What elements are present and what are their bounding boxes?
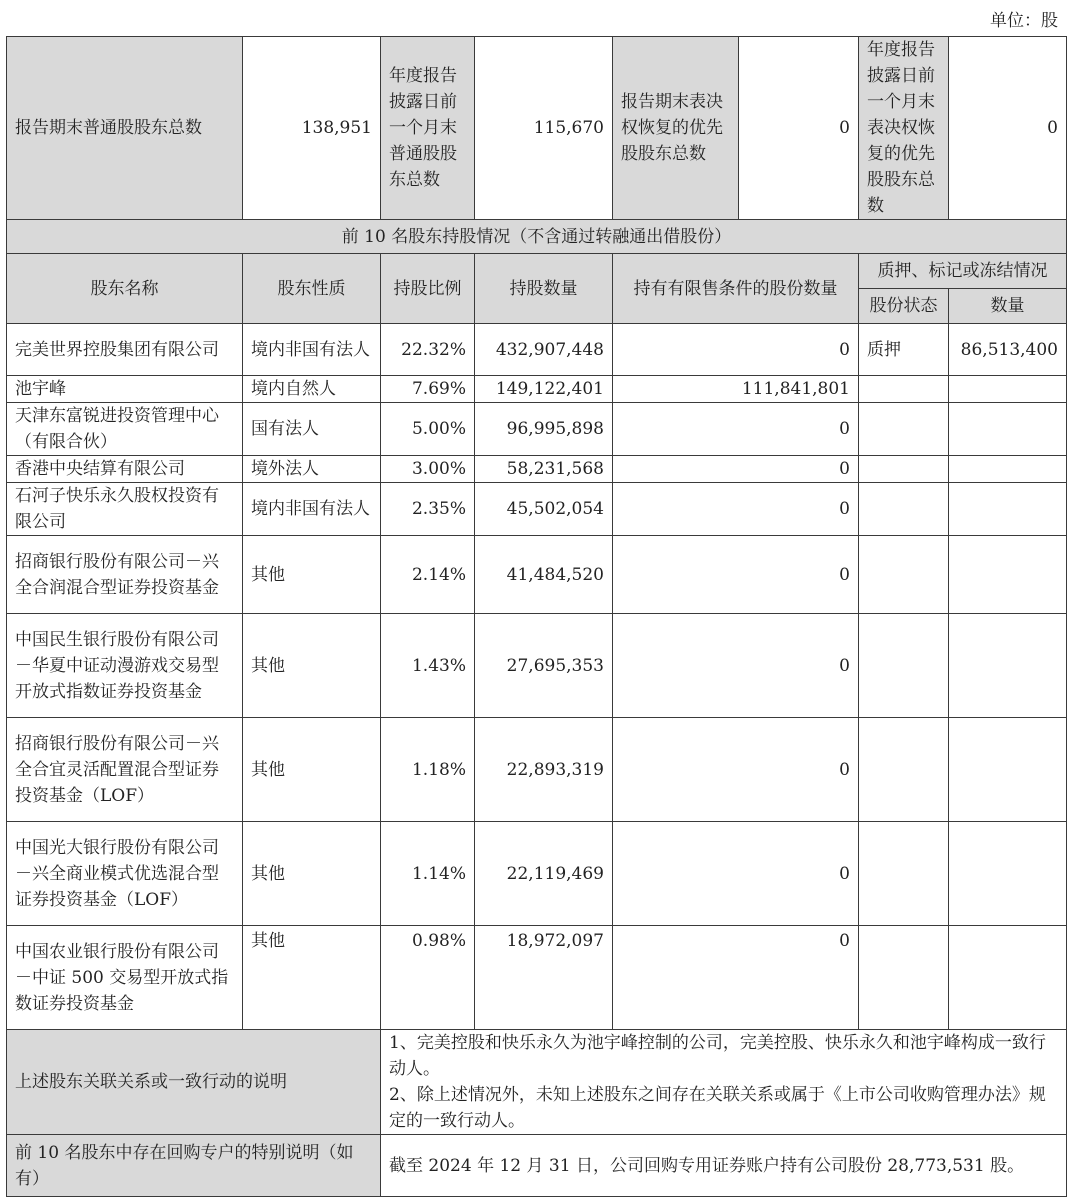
col-pledge-status: 股份状态 <box>859 289 949 324</box>
pledge-qty <box>949 614 1067 718</box>
unit-label: 单位：股 <box>990 11 1058 31</box>
holding-ratio: 7.69% <box>381 376 475 403</box>
holding-shares: 22,119,469 <box>475 822 613 926</box>
pledge-qty <box>949 536 1067 614</box>
table-row <box>7 403 1067 456</box>
holding-shares: 58,231,568 <box>475 456 613 483</box>
restricted-shares: 0 <box>613 536 859 614</box>
pledge-qty: 86,513,400 <box>949 324 1067 376</box>
table-row <box>7 376 1067 403</box>
col-name: 股东名称 <box>7 254 243 324</box>
preferred-holders-value: 0 <box>739 37 859 220</box>
col-ratio: 持股比例 <box>381 254 475 324</box>
shareholder-name: 中国光大银行股份有限公司－兴全商业模式优选混合型证券投资基金（LOF） <box>7 822 243 926</box>
pledge-qty <box>949 456 1067 483</box>
pledge-status <box>859 536 949 614</box>
shareholder-nature: 境外法人 <box>243 456 381 483</box>
table-row <box>7 926 1067 1030</box>
shareholder-nature: 其他 <box>243 926 381 1030</box>
holding-shares: 27,695,353 <box>475 614 613 718</box>
prior-month-preferred-value: 0 <box>949 37 1067 220</box>
holding-shares: 18,972,097 <box>475 926 613 1030</box>
holding-ratio: 1.18% <box>381 718 475 822</box>
shareholder-name: 招商银行股份有限公司－兴全合润混合型证券投资基金 <box>7 536 243 614</box>
holding-shares: 22,893,319 <box>475 718 613 822</box>
shareholder-nature: 境内自然人 <box>243 376 381 403</box>
restricted-shares: 0 <box>613 403 859 456</box>
pledge-qty <box>949 718 1067 822</box>
restricted-shares: 111,841,801 <box>613 376 859 403</box>
restricted-shares: 0 <box>613 926 859 1030</box>
pledge-status <box>859 926 949 1030</box>
holding-ratio: 1.14% <box>381 822 475 926</box>
table-row <box>7 536 1067 614</box>
restricted-shares: 0 <box>613 614 859 718</box>
restricted-shares: 0 <box>613 324 859 376</box>
total-holders-label: 报告期末普通股股东总数 <box>7 37 243 220</box>
holding-ratio: 0.98% <box>381 926 475 1030</box>
table-row <box>7 456 1067 483</box>
table-row <box>7 614 1067 718</box>
holding-shares: 149,122,401 <box>475 376 613 403</box>
shareholder-name: 完美世界控股集团有限公司 <box>7 324 243 376</box>
holding-ratio: 1.43% <box>381 614 475 718</box>
pledge-qty <box>949 376 1067 403</box>
relation-row <box>7 1030 1067 1135</box>
holding-shares: 41,484,520 <box>475 536 613 614</box>
holding-ratio: 2.35% <box>381 483 475 536</box>
holding-shares: 96,995,898 <box>475 403 613 456</box>
shareholder-name: 中国民生银行股份有限公司－华夏中证动漫游戏交易型开放式指数证券投资基金 <box>7 614 243 718</box>
relation-text-2: 2、除上述情况外，未知上述股东之间存在关联关系或属于《上市公司收购管理办法》规定的一致行动人。 <box>389 1085 1046 1131</box>
prior-month-holders-label: 年度报告披露日前一个月末普通股股东总数 <box>381 37 475 220</box>
holding-shares: 45,502,054 <box>475 483 613 536</box>
col-nature: 股东性质 <box>243 254 381 324</box>
header-row <box>7 254 1067 289</box>
relation-text <box>381 1030 1067 1135</box>
relation-text-1: 1、完美控股和快乐永久为池宇峰控制的公司，完美控股、快乐永久和池宇峰构成一致行动人。 <box>389 1033 1046 1079</box>
pledge-status <box>859 483 949 536</box>
shareholder-table <box>6 36 1067 1197</box>
buyback-label: 前 10 名股东中存在回购专户的特别说明（如有） <box>7 1135 381 1197</box>
shareholder-name: 香港中央结算有限公司 <box>7 456 243 483</box>
pledge-qty <box>949 822 1067 926</box>
holding-ratio: 22.32% <box>381 324 475 376</box>
holding-ratio: 5.00% <box>381 403 475 456</box>
col-pledge-qty: 数量 <box>949 289 1067 324</box>
table-row <box>7 324 1067 376</box>
shareholder-name: 招商银行股份有限公司－兴全合宜灵活配置混合型证券投资基金（LOF） <box>7 718 243 822</box>
restricted-shares: 0 <box>613 456 859 483</box>
pledge-status <box>859 403 949 456</box>
holding-shares: 432,907,448 <box>475 324 613 376</box>
pledge-qty <box>949 483 1067 536</box>
shareholder-name: 中国农业银行股份有限公司－中证 500 交易型开放式指数证券投资基金 <box>7 926 243 1030</box>
section-title: 前 10 名股东持股情况（不含通过转融通出借股份） <box>7 220 1067 254</box>
pledge-qty <box>949 403 1067 456</box>
shareholder-nature: 其他 <box>243 536 381 614</box>
pledge-qty <box>949 926 1067 1030</box>
preferred-holders-label: 报告期末表决权恢复的优先股股东总数 <box>613 37 739 220</box>
buyback-text: 截至 2024 年 12 月 31 日，公司回购专用证券账户持有公司股份 28,773,531 股。 <box>381 1135 1067 1197</box>
table-row <box>7 718 1067 822</box>
table-row <box>7 822 1067 926</box>
prior-month-holders-value: 115,670 <box>475 37 613 220</box>
total-holders-value: 138,951 <box>243 37 381 220</box>
section-title-row <box>7 220 1067 254</box>
pledge-status <box>859 376 949 403</box>
pledge-status: 质押 <box>859 324 949 376</box>
restricted-shares: 0 <box>613 822 859 926</box>
shareholder-nature: 其他 <box>243 614 381 718</box>
table-row <box>7 483 1067 536</box>
buyback-row <box>7 1135 1067 1197</box>
holding-ratio: 2.14% <box>381 536 475 614</box>
col-shares: 持股数量 <box>475 254 613 324</box>
shareholder-name: 天津东富锐进投资管理中心（有限合伙） <box>7 403 243 456</box>
shareholder-nature: 其他 <box>243 718 381 822</box>
prior-month-preferred-label: 年度报告披露日前一个月末表决权恢复的优先股股东总数 <box>859 37 949 220</box>
pledge-status <box>859 822 949 926</box>
shareholder-nature: 境内非国有法人 <box>243 483 381 536</box>
shareholder-nature: 其他 <box>243 822 381 926</box>
relation-label: 上述股东关联关系或一致行动的说明 <box>7 1030 381 1135</box>
pledge-status <box>859 614 949 718</box>
restricted-shares: 0 <box>613 718 859 822</box>
shareholder-nature: 境内非国有法人 <box>243 324 381 376</box>
shareholder-name: 池宇峰 <box>7 376 243 403</box>
shareholder-rows <box>7 324 1067 1030</box>
pledge-status <box>859 456 949 483</box>
summary-row <box>7 37 1067 220</box>
pledge-status <box>859 718 949 822</box>
shareholder-nature: 国有法人 <box>243 403 381 456</box>
holding-ratio: 3.00% <box>381 456 475 483</box>
col-restricted: 持有有限售条件的股份数量 <box>613 254 859 324</box>
shareholder-name: 石河子快乐永久股权投资有限公司 <box>7 483 243 536</box>
restricted-shares: 0 <box>613 483 859 536</box>
col-pledge-group: 质押、标记或冻结情况 <box>859 254 1067 289</box>
